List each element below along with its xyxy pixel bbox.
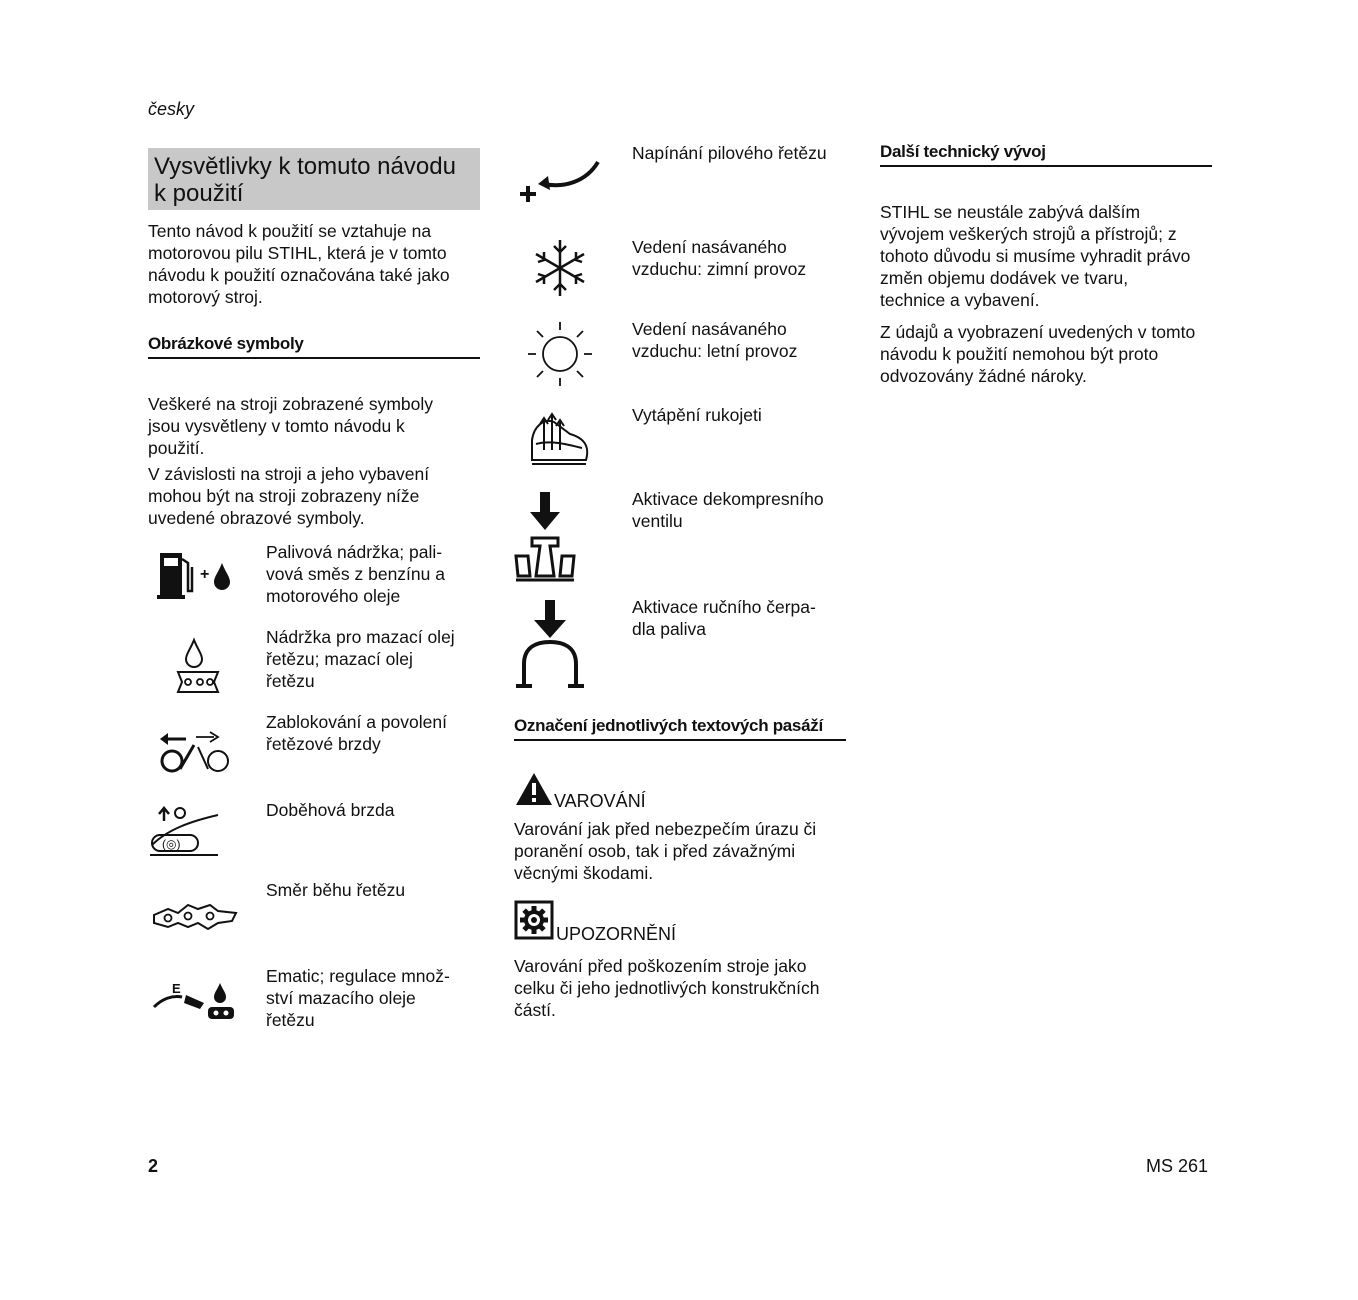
text-line: Aktivace ručního čerpa- bbox=[632, 597, 816, 617]
text-line: Veškeré na stroji zobrazené symboly bbox=[148, 394, 433, 414]
text-line: Ematic; regulace množ- bbox=[266, 966, 450, 986]
symbol-description bbox=[632, 404, 852, 426]
text-line: dla paliva bbox=[632, 619, 706, 639]
fuel-tank-icon bbox=[148, 541, 238, 611]
text-line: Vedení nasávaného bbox=[632, 319, 787, 339]
symbols-paragraph bbox=[148, 463, 480, 529]
text-line: věcnými škodami. bbox=[514, 863, 654, 883]
text-line: motorovou pilu STIHL, která je v tomto bbox=[148, 243, 447, 263]
text-line: Palivová nádržka; pali- bbox=[266, 542, 443, 562]
column-right bbox=[880, 142, 1212, 387]
development-paragraph bbox=[880, 321, 1212, 387]
text-line: celku či jeho jednotlivých konstrukčních bbox=[514, 978, 820, 998]
symbol-description bbox=[632, 236, 852, 280]
text-line: Doběhová brzda bbox=[266, 800, 395, 820]
notice-block bbox=[514, 900, 846, 945]
text-line: Varování před poškozením stroje jako bbox=[514, 956, 807, 976]
text-line: motorového oleje bbox=[266, 586, 401, 606]
text-line: Tento návod k použití se vztahuje na bbox=[148, 221, 432, 241]
text-line: tohoto důvodu si musíme vyhradit právo bbox=[880, 246, 1191, 266]
ematic-icon bbox=[148, 965, 238, 1035]
text-line: STIHL se neustále zabývá dalším bbox=[880, 202, 1141, 222]
symbol-description bbox=[266, 626, 480, 692]
symbol-description bbox=[632, 318, 852, 362]
symbol-list-right bbox=[514, 142, 846, 702]
handle-heating-icon bbox=[514, 400, 614, 500]
page-number: 2 bbox=[148, 1156, 159, 1176]
text-line: řetězové brzdy bbox=[266, 734, 381, 754]
svg-text:E: E bbox=[172, 981, 181, 996]
page-title bbox=[148, 148, 480, 210]
text-line: vzduchu: letní provoz bbox=[632, 341, 798, 361]
text-line: motorový stroj. bbox=[148, 287, 263, 307]
section-heading-development: Další technický vývoj bbox=[880, 142, 1212, 167]
symbols-paragraph bbox=[148, 393, 480, 459]
text-line: Z údajů a vyobrazení uvedených v tomto bbox=[880, 322, 1196, 342]
text-line: vývojem veškerých strojů a přístrojů; z bbox=[880, 224, 1177, 244]
text-line: ventilu bbox=[632, 511, 683, 531]
intro-paragraph bbox=[148, 220, 480, 308]
text-line: řetězu bbox=[266, 1010, 315, 1030]
chain-tension-icon bbox=[514, 142, 614, 242]
column-middle bbox=[514, 142, 846, 1021]
page-title-line: Vysvětlivky k tomuto návodu bbox=[154, 153, 456, 180]
column-left bbox=[148, 148, 480, 1061]
text-line: Směr běhu řetězu bbox=[266, 880, 406, 900]
chain-brake-icon bbox=[148, 711, 238, 781]
symbol-description bbox=[632, 142, 852, 164]
text-line: vzduchu: zimní provoz bbox=[632, 259, 807, 279]
text-line: Zablokování a povolení bbox=[266, 712, 447, 732]
symbol-description bbox=[632, 596, 852, 640]
symbol-description bbox=[266, 711, 480, 755]
chain-oil-tank-icon bbox=[148, 626, 238, 696]
warning-text bbox=[514, 818, 846, 884]
language-label: česky bbox=[148, 99, 195, 119]
symbol-description bbox=[266, 541, 480, 607]
development-paragraph bbox=[880, 201, 1212, 311]
text-line: změn objemu dodávek ve tvaru, bbox=[880, 268, 1129, 288]
warning-triangle-icon bbox=[514, 771, 554, 812]
text-line: Varování jak před nebezpečím úrazu či bbox=[514, 819, 817, 839]
text-line: odvozovány žádné nároky. bbox=[880, 366, 1087, 386]
text-line: Vytápění rukojeti bbox=[632, 405, 762, 425]
text-line: Nádržka pro mazací olej bbox=[266, 627, 455, 647]
section-heading-text-marking: Označení jednotlivých textových pasáží bbox=[514, 716, 846, 741]
text-line: použití. bbox=[148, 438, 205, 458]
text-line: řetězu bbox=[266, 671, 315, 691]
chain-direction-icon bbox=[148, 879, 238, 949]
notice-text bbox=[514, 955, 846, 1021]
gear-warning-icon bbox=[514, 900, 554, 945]
snowflake-icon bbox=[514, 230, 614, 330]
decompression-valve-icon bbox=[514, 486, 614, 586]
warning-block bbox=[514, 771, 846, 812]
text-line: technice a vybavení. bbox=[880, 290, 1040, 310]
text-line: poranění osob, tak i před závažnými bbox=[514, 841, 796, 861]
text-line: řetězu; mazací olej bbox=[266, 649, 413, 669]
svg-text:+: + bbox=[200, 566, 210, 583]
symbol-list-left bbox=[148, 541, 480, 1061]
text-line: návodu k použití označována také jako bbox=[148, 265, 450, 285]
section-heading-symbols: Obrázkové symboly bbox=[148, 334, 480, 359]
svg-text:(◎): (◎) bbox=[162, 837, 181, 851]
text-line: Aktivace dekompresního bbox=[632, 489, 824, 509]
text-line: návodu k použití nemohou být proto bbox=[880, 344, 1159, 364]
text-line: uvedené obrazové symboly. bbox=[148, 508, 365, 528]
text-line: mohou být na stroji zobrazeny níže bbox=[148, 486, 420, 506]
text-line: Vedení nasávaného bbox=[632, 237, 787, 257]
symbol-description bbox=[266, 965, 480, 1031]
symbol-description bbox=[632, 488, 852, 532]
symbol-description bbox=[266, 879, 480, 901]
text-line: V závislosti na stroji a jeho vybavení bbox=[148, 464, 430, 484]
text-line: ství mazacího oleje bbox=[266, 988, 416, 1008]
notice-label: UPOZORNĚNÍ bbox=[556, 924, 677, 944]
warning-label: VAROVÁNÍ bbox=[554, 791, 646, 811]
text-line: vová směs z benzínu a bbox=[266, 564, 445, 584]
run-down-brake-icon bbox=[148, 799, 238, 869]
symbol-description bbox=[266, 799, 480, 821]
fuel-pump-icon bbox=[514, 594, 614, 694]
model-label: MS 261 bbox=[1146, 1156, 1209, 1176]
text-line: částí. bbox=[514, 1000, 556, 1020]
text-line: jsou vysvětleny v tomto návodu k bbox=[148, 416, 405, 436]
page-title-line: k použití bbox=[154, 180, 244, 207]
text-line: Napínání pilového řetězu bbox=[632, 143, 827, 163]
